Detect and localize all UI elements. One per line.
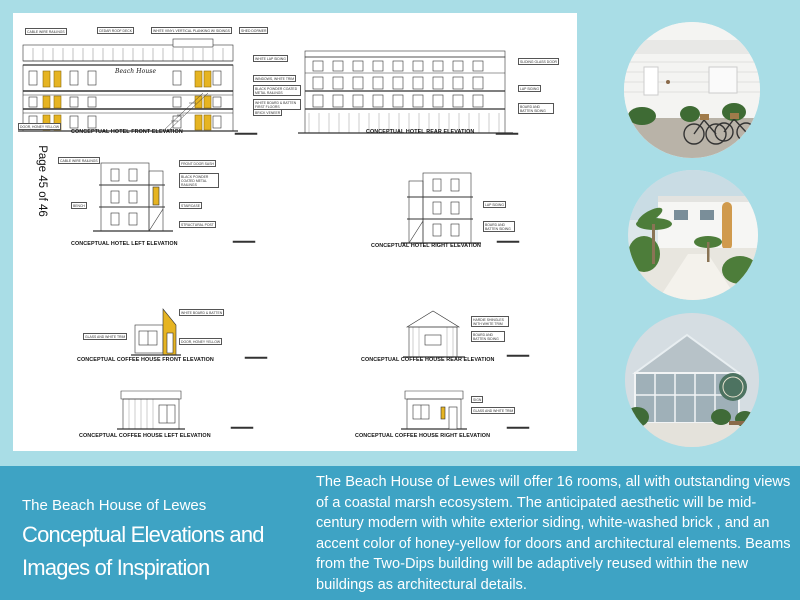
scale-bars xyxy=(231,133,529,429)
note-white-board: WHITE BOARD & BATTEN FIRST FLOORS xyxy=(253,99,301,110)
note-door-honey: DOOR, HONEY YELLOW xyxy=(20,124,60,129)
note-board-batten-right: BOARD AND BATTEN SIDING xyxy=(483,221,515,232)
note-black-powder-2: BLACK POWDER COATED METAL RAILINGS xyxy=(179,173,219,188)
note-window-trim: WINDOWS, WHITE TRIM xyxy=(255,76,295,81)
glass-greenhouse-cafe-photo xyxy=(625,313,759,447)
note-board-batten-coffee: BOARD AND BATTEN SIDING xyxy=(471,331,505,342)
note-glass-white-trim-2: GLASS AND WHITE TRIM xyxy=(473,408,514,413)
note-sign: SIGN xyxy=(473,397,482,402)
label-hotel-right: CONCEPTUAL HOTEL RIGHT ELEVATION xyxy=(371,243,482,249)
note-white-vertical: WHITE VINYL VERTICAL PLANKING W/ SIDINGS xyxy=(153,28,230,33)
note-lap-siding: LAP SIDING xyxy=(520,86,539,91)
label-coffee-rear: CONCEPTUAL COFFEE HOUSE REAR ELEVATION xyxy=(361,357,495,363)
label-coffee-right: CONCEPTUAL COFFEE HOUSE RIGHT ELEVATION xyxy=(355,433,491,439)
page-number: Page 45 of 46 xyxy=(36,145,48,217)
note-hardie-shingles: HARDIE SHINGLES WITH WHITE TRIM xyxy=(471,316,509,327)
coffee-right-elevation-drawing xyxy=(401,391,467,429)
note-cable-wire: CABLE WIRE RAILINGS xyxy=(27,29,65,34)
palm-courtyard-photo xyxy=(628,170,758,300)
label-coffee-front: CONCEPTUAL COFFEE HOUSE FRONT ELEVATION xyxy=(77,357,214,363)
note-shed-dormer: SHED DORMER xyxy=(241,28,267,33)
label-coffee-left: CONCEPTUAL COFFEE HOUSE LEFT ELEVATION xyxy=(79,433,211,439)
note-bench: BENCH xyxy=(73,203,85,208)
coffee-left-elevation-drawing xyxy=(117,391,185,429)
caption-description: The Beach House of Lewes will offer 16 rooms, all with outstanding views of a coastal marsh ecosystem. The anticipated aesthetic will be mid-century modern with white exterior siding, white-washed brick , and an accent color of honey-yellow for doors and architectural elements. Beams from the Two-Dips building will be adaptively reused within the new buildings as architectural details. xyxy=(316,474,791,593)
hotel-right-elevation-drawing xyxy=(401,173,481,243)
note-glass-white-trim: GLASS AND WHITE TRIM xyxy=(85,334,126,339)
coffee-front-elevation-drawing xyxy=(131,309,181,355)
beach-cottage-bicycles-photo xyxy=(624,22,760,158)
note-black-powder: BLACK POWDER COATED METAL RAILINGS xyxy=(253,85,301,96)
label-hotel-front: CONCEPTUAL HOTEL FRONT ELEVATION xyxy=(71,129,183,135)
note-lap-siding-right: LAP SIDING xyxy=(485,202,504,207)
note-white-board-coffee: WHITE BOARD & BATTEN xyxy=(181,310,223,315)
beach-house-sign: Beach House xyxy=(115,68,157,75)
hotel-front-elevation-drawing xyxy=(18,39,238,131)
note-stairs: STAIRCASE xyxy=(181,203,200,208)
note-front-door-sash: FRONT DOOR SASH xyxy=(181,161,214,166)
hotel-left-elevation-drawing xyxy=(93,163,173,231)
coffee-rear-elevation-drawing xyxy=(403,311,465,357)
note-sliding-glass: SLIDING GLASS DOOR xyxy=(520,59,557,64)
note-brick-veneer: BRICK VENEER xyxy=(255,110,281,115)
caption-title: Conceptual Elevations and Images of Inspiration xyxy=(22,522,264,580)
note-door-honey-2: DOOR, HONEY YELLOW xyxy=(181,339,221,344)
elevation-drawing-sheet xyxy=(13,13,577,451)
note-board-batten: BOARD AND BATTEN SIDING xyxy=(518,103,554,114)
caption-subtitle: The Beach House of Lewes xyxy=(22,497,207,514)
hotel-rear-elevation-drawing xyxy=(298,51,513,133)
note-cedar-roof: CEDAR ROOF DECK xyxy=(99,28,132,33)
label-hotel-left: CONCEPTUAL HOTEL LEFT ELEVATION xyxy=(71,241,178,247)
note-cable-wire-left: CABLE WIRE RAILINGS xyxy=(60,158,98,163)
note-structural-post: STRUCTURAL POST xyxy=(181,222,214,227)
note-white-lap: WHITE LAP SIDING xyxy=(255,56,286,61)
label-hotel-rear: CONCEPTUAL HOTEL REAR ELEVATION xyxy=(366,129,475,135)
